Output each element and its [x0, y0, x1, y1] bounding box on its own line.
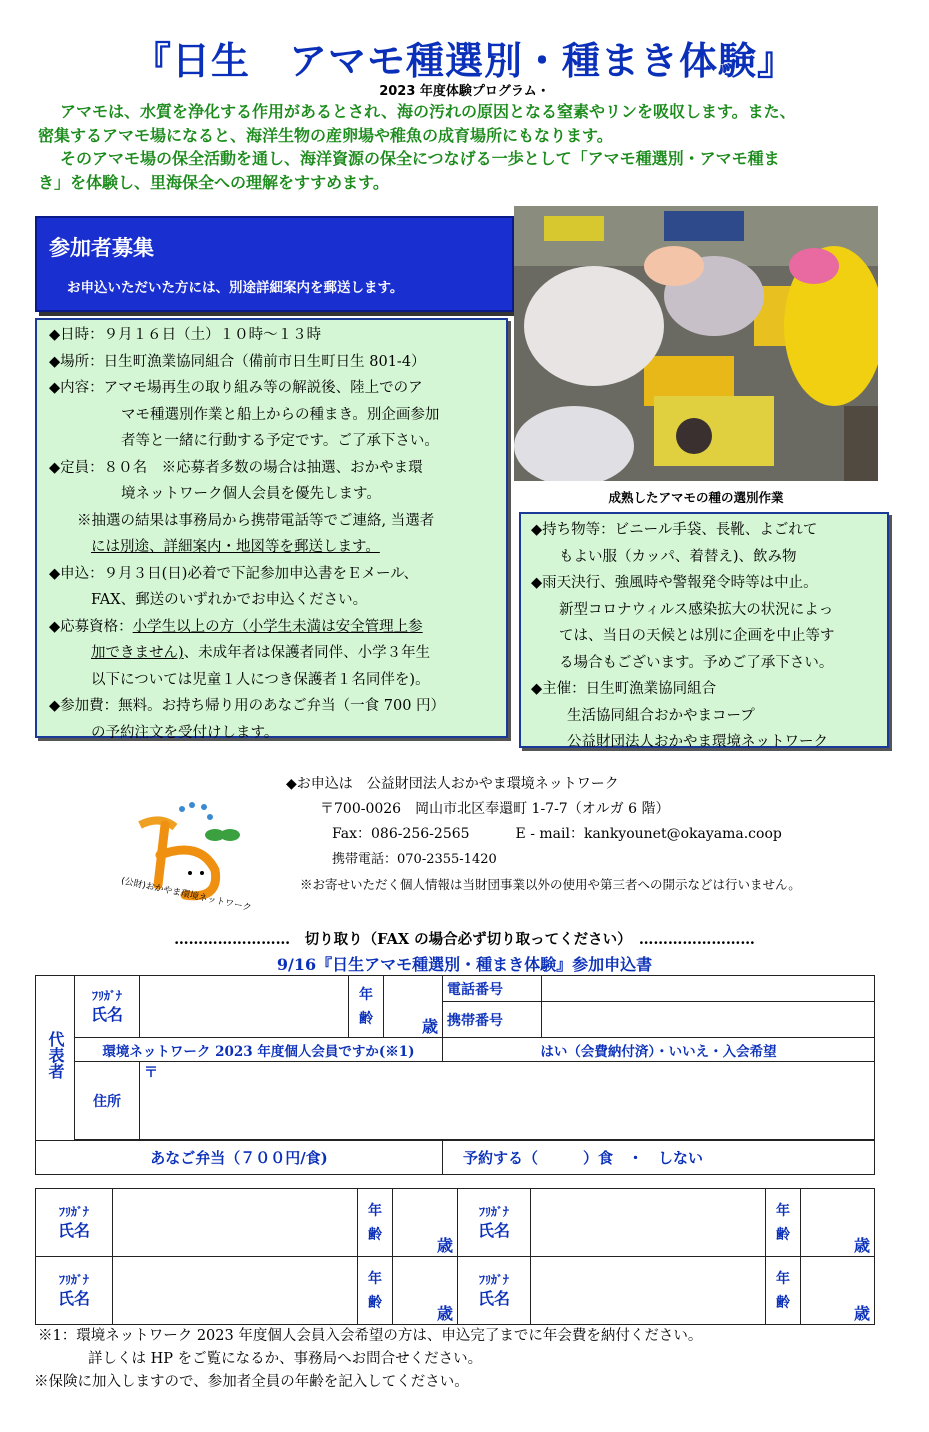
furigana-label: ﾌﾘｶﾞﾅ [478, 1272, 509, 1287]
contact-line [286, 822, 801, 847]
recruit-banner [35, 216, 514, 312]
eligibility-text: 、未成年者は保護者同伴、小学３年生 [183, 645, 431, 661]
member-question: 環境ネットワーク 2023 年度個人会員ですか(※1) [75, 1038, 443, 1062]
furigana-label: ﾌﾘｶﾞﾅ [91, 988, 122, 1003]
rep-name-field[interactable] [140, 976, 349, 1038]
age-char: 年 [776, 1270, 790, 1287]
age-unit: 歳 [853, 1236, 870, 1255]
participants-table [35, 1188, 875, 1325]
side-line: る場合もございます。予めご了承下さい。 [559, 654, 834, 671]
name-label: 氏名 [477, 1220, 510, 1240]
detail-line [49, 534, 506, 561]
age-char: 年 [359, 986, 373, 1003]
rep-age-label [349, 976, 384, 1038]
age-char: 年 [368, 1270, 382, 1287]
application-form [35, 975, 875, 1175]
member-answer[interactable]: はい（会費納付済）・いいえ・入会希望 [443, 1038, 875, 1062]
footnote: ※1：環境ネットワーク 2023 年度個人会員入会希望の方は、申込完了までに年会費を納付ください。 [38, 1328, 703, 1344]
participant-age-label [358, 1189, 393, 1257]
participant-age-field[interactable] [801, 1189, 875, 1257]
side-line: 公益財団法人おかやま環境ネットワーク [567, 734, 828, 750]
cut-line: …………………… 切り取り（FAX の場合必ず切り取ってください） …………………… [174, 931, 755, 948]
detail-line: 者等と一緒に行動する予定です。ご了承下さい。 [121, 433, 439, 449]
footnote: ※保険に加入しますので、参加者全員の年齢を記入してください。 [34, 1374, 469, 1390]
age-char: 年 [368, 1202, 382, 1219]
participant-name-field[interactable] [113, 1189, 358, 1257]
detail-line: ◆日時：９月１６日（土）１０時～１３時 [49, 327, 322, 343]
detail-line: ※抽選の結果は事務局から携帯電話等でご連絡, 当選者 [77, 512, 435, 529]
participant-name-field[interactable] [531, 1257, 766, 1325]
intro-line: 密集するアマモ場になると、海洋生物の産卵場や稚魚の成育場所にもなります。 [38, 125, 613, 145]
detail-line: FAX、郵送のいずれかでお申込ください。 [91, 592, 368, 608]
furigana-label: ﾌﾘｶﾞﾅ [478, 1204, 509, 1219]
detail-line: 以下については児童１人につき保護者１名同伴を)。 [91, 671, 430, 688]
contact-address: 〒700-0026 岡山市北区奉還町 1-7-7（オルガ 6 階） [320, 801, 670, 817]
seed-sorting-photo [514, 206, 878, 481]
participant-name-label [36, 1257, 113, 1325]
mobile-number: 携帯電話：070-2355-1420 [332, 852, 497, 867]
participant-name-label [458, 1189, 531, 1257]
mobile-field[interactable] [542, 1002, 875, 1038]
phone-field[interactable] [542, 976, 875, 1002]
footnote: 詳しくは HP をご覧になるか、事務局へお問合せください。 [88, 1351, 483, 1367]
event-details [35, 318, 508, 741]
name-label: 氏名 [57, 1220, 90, 1240]
eligibility-text: 加できません) [91, 645, 184, 661]
age-unit: 歳 [853, 1304, 870, 1323]
side-line: 新型コロナウィルス感染拡大の状況によっ [559, 601, 834, 618]
participant-age-field[interactable] [393, 1257, 458, 1325]
privacy-note: ※お寄せいただく個人情報は当財団事業以外の使用や第三者への開示などは行いません。 [300, 877, 801, 892]
photo-caption: 成熟したアマモの種の選別作業 [608, 490, 784, 505]
age-char: 年 [776, 1202, 790, 1219]
detail-line: ◆申込：９月３日(日)必着で下記参加申込書をＥメール、 [49, 565, 419, 582]
intro-line: アマモは、水質を浄化する作用があるとされ、海の汚れの原因となる窒素やリンを吸収します。また、 [60, 102, 796, 121]
side-line: 生活協同組合おかやまコープ [567, 707, 755, 724]
participant-name-label [458, 1257, 531, 1325]
participant-name-field[interactable] [531, 1189, 766, 1257]
detail-line: ◆場所：日生町漁業協同組合（備前市日生町日生 801-4） [49, 353, 426, 370]
postal-mark: 〒 [144, 1065, 158, 1081]
form-title: 9/16『日生アマモ種選別・種まき体験』参加申込書 [276, 955, 653, 974]
representative-label [36, 976, 75, 1141]
notes-box [519, 512, 889, 748]
age-char: 齢 [368, 1226, 382, 1243]
name-label: 氏名 [90, 1004, 123, 1024]
recruit-heading: 参加者募集 [49, 236, 154, 260]
detail-line: 境ネットワーク個人会員を優先します。 [121, 486, 381, 502]
eligibility-text: 小学生以上の方（小学生未満は安全管理上参 [132, 618, 423, 635]
detail-line: ◆内容：アマモ場再生の取り組み等の解説後、陸上でのア [49, 380, 423, 396]
bento-label: あなご弁当（７００円/食) [36, 1141, 443, 1175]
rep-name-label [75, 976, 140, 1038]
name-label: 氏名 [57, 1288, 90, 1308]
footnotes [34, 1325, 703, 1394]
email-address[interactable]: E - mail：kankyounet@okayama.coop [515, 826, 782, 842]
side-line: ◆主催：日生町漁業協同組合 [531, 681, 717, 697]
age-char: 齢 [368, 1294, 382, 1311]
participant-age-field[interactable] [393, 1189, 458, 1257]
side-line: ては、当日の天候とは別に企画を中止等す [559, 628, 835, 644]
participant-age-field[interactable] [801, 1257, 875, 1325]
furigana-label: ﾌﾘｶﾞﾅ [58, 1272, 89, 1287]
participant-age-label [358, 1257, 393, 1325]
participant-name-field[interactable] [113, 1257, 358, 1325]
age-char: 齢 [359, 1010, 373, 1027]
page-subtitle: 2023 年度体験プログラム・ [379, 84, 550, 99]
bento-option[interactable]: 予約する（ ）食 ・ しない [443, 1141, 875, 1175]
intro-text [38, 100, 898, 194]
address-field[interactable] [140, 1062, 875, 1140]
furigana-label: ﾌﾘｶﾞﾅ [58, 1204, 89, 1219]
side-line: もよい服（カッパ、着替え)、飲み物 [559, 548, 797, 565]
page-title: 『日生 アマモ種選別・種まき体験』 [132, 39, 796, 83]
age-char: 齢 [776, 1294, 790, 1311]
logo-text: (公財)おかやま環境ネットワーク [120, 876, 253, 914]
side-line: ◆雨天決行、強風時や警報発令時等は中止。 [531, 575, 818, 591]
participant-name-label [36, 1189, 113, 1257]
detail-line: ◆定員：８０名 ※応募者多数の場合は抽選、おかやま環 [49, 459, 423, 476]
address-label: 住所 [75, 1062, 140, 1140]
age-unit: 歳 [421, 1017, 438, 1036]
detail-line: ◆参加費：無料。お持ち帰り用のあなご弁当（一食 700 円） [49, 698, 446, 714]
intro-line: そのアマモ場の保全活動を通し、海洋資源の保全につなげる一歩として「アマモ種選別・アマモ種ま [60, 149, 780, 168]
age-unit: 歳 [436, 1236, 453, 1255]
lottery-note: には別途、詳細案内・地図等を郵送します。 [91, 539, 380, 555]
detail-line: マモ種選別作業と船上からの種まき。別企画参加 [121, 406, 440, 423]
mobile-label: 携帯番号 [443, 1002, 542, 1038]
detail-line: の予約注文を受付けします。 [91, 724, 279, 741]
detail-line [49, 614, 506, 641]
phone-label: 電話番号 [443, 976, 542, 1002]
recruit-note: お申込いただいた方には、別途詳細案内を郵送します。 [67, 280, 404, 296]
okayama-env-network-logo [120, 795, 295, 925]
detail-line [49, 640, 506, 667]
intro-line: き」を体験し、里海保全への理解をすすめます。 [38, 172, 389, 192]
side-line: ◆持ち物等：ビニール手袋、長靴、よごれて [531, 522, 818, 538]
age-char: 齢 [776, 1226, 790, 1243]
rep-age-field[interactable] [384, 976, 443, 1038]
name-label: 氏名 [477, 1288, 510, 1308]
eligibility-label: ◆応募資格： [49, 618, 133, 635]
rep-text: 代表者 [46, 1030, 65, 1079]
contact-line: ◆お申込は 公益財団法人おかやま環境ネットワーク [286, 776, 619, 792]
participant-age-label [766, 1189, 801, 1257]
age-unit: 歳 [436, 1304, 453, 1323]
contact-info [286, 772, 801, 897]
participant-age-label [766, 1257, 801, 1325]
fax-number: Fax：086-256-2565 [332, 826, 470, 842]
